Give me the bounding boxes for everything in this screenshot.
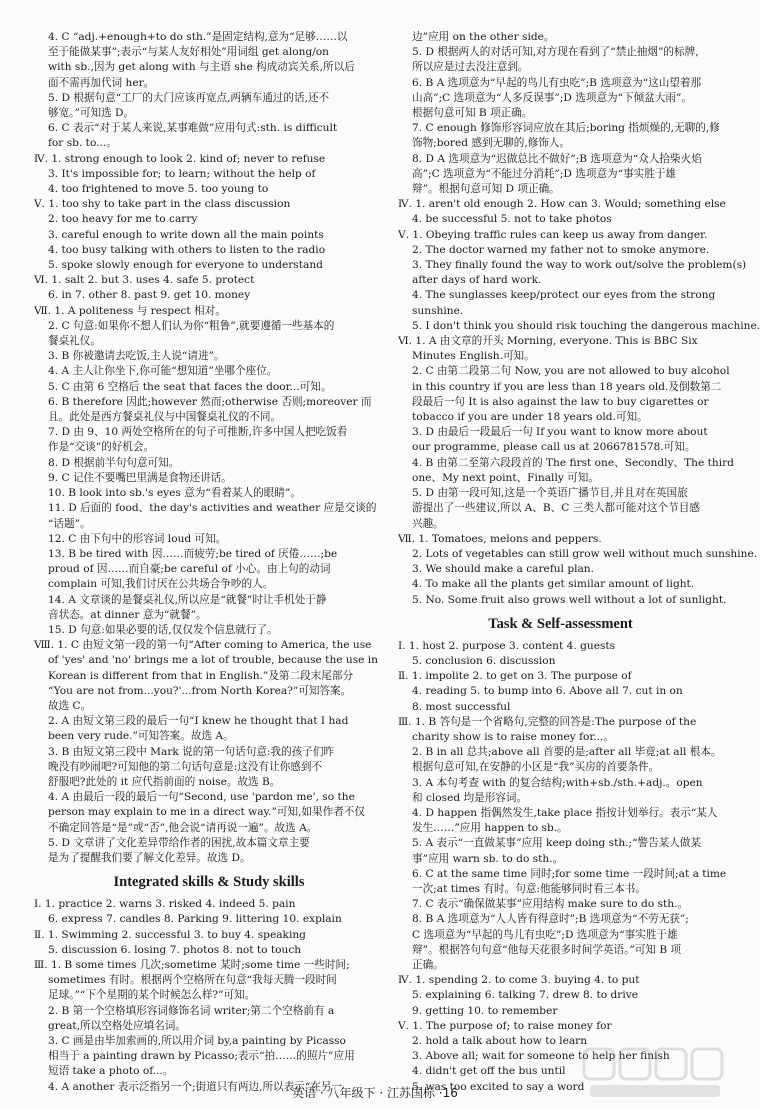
answer-line: 5. I don't think you should risk touching the dangerous machine. [412,319,760,332]
answer-line: Ⅴ. 1. too shy to take part in the class discussion [34,198,291,211]
answer-line: 6. B therefore 因此;however 然而;otherwise 否则;moreover 而 [48,395,372,408]
answer-line: Ⅴ. 1. Obeying traffic rules can keep us away from danger. [398,228,708,241]
answer-line: 所以应是过去没注意到。 [412,61,529,74]
answer-line: 4. didn't get off the bus until [412,1065,566,1078]
answer-line: 7. C 表示“确保做某事”应用结构 make sure to do sth.。 [412,898,689,911]
answer-line: Ⅱ. 1. Swimming 2. successful 3. to buy 4. speaking [34,928,306,941]
answer-line: 9. getting 10. to remember [412,1004,558,1017]
answer-line: 山高”;C 选项意为“人多反误事”;D 选项意为“下倾盆大雨”。 [412,91,693,104]
answer-line: 一次;at times 有时。句意:他能够同时看三本书。 [412,882,646,895]
answer-line: Ⅲ. 1. B 答句是一个省略句,完整的回答是:The purpose of the [398,715,697,728]
answer-line: been very rude.”可知答案。故选 A。 [48,730,234,743]
answer-line: 根据句意可知,在安静的小区是“我”买房的首要条件。 [412,761,660,774]
answer-line: 3. They finally found the way to work out/solve the problem(s) [412,259,747,272]
answer-line: 8. B A 选项意为“人人皆有得意时”;B 选项意为“不劳无获”; [412,913,689,926]
answer-line: 3. We should make a careful plan. [412,563,594,576]
answer-line: Ⅴ. 1. The purpose of; to raise money for [398,1019,612,1032]
section-heading: Task & Self-assessment [488,615,633,632]
answer-line: 晚没有吵闹吧?可知他的第二句话句意是:这没有让你感到不 [48,760,323,773]
left-column [34,30,384,1095]
answer-line: 7. C enough 修饰形容词应放在其后;boring 指烦燥的,无聊的,修 [412,122,720,135]
answer-line: 餐桌礼仪。 [48,335,101,348]
answer-line: “话题”。 [48,517,91,530]
answer-line: proud of 因……而自豪;be careful of 小心。由上句的动词 [48,563,331,576]
answer-line: with sb.,因为 get along with 与主语 she 构成动宾关系,所以后 [48,61,355,74]
page-footer: 英语 · 八年级下 · 江苏国标 ·16 [292,1086,458,1100]
answer-line: charity show is to raise money for...。 [412,730,615,743]
answer-line: Ⅳ. 1. spending 2. to come 3. buying 4. to put [398,974,640,987]
answer-line: 4. C “adj.+enough+to do sth.”是固定结构,意为“足够……以 [48,31,348,43]
answer-line: Ⅲ. 1. B some times 几次;sometime 某时;some time 一些时间; [34,958,350,971]
answer-line: 5. D 根据两人的对话可知,对方现在看到了“禁止抽烟”的标牌, [412,46,699,59]
answer-line: one、My next point、Finally 可知。 [412,471,599,484]
answer-line: 正确。 [412,958,444,971]
answer-line: 根据句意可知 B 项正确。 [412,107,533,120]
answer-line: 13. B be tired with 因……而疲劳;be tired of 厌倦……;be [48,547,338,560]
answer-line: 4. too busy talking with others to listen to the radio [48,243,326,256]
answer-line: Korean is different from that in English.”及第二段末尾部分 [48,669,354,682]
answer-line: Ⅱ. 1. impolite 2. to get on 3. The purpose of [398,670,632,683]
answer-line: 故选 C。 [48,699,92,712]
answer-line: 8. D 根据前半句句意可知。 [48,456,180,469]
answer-line: 饰物;bored 感到无聊的,修饰人。 [412,137,571,150]
answer-line: 3. careful enough to write down all the main points [48,228,324,241]
answer-line: 事”应用 warn sb. to do sth.。 [412,852,564,865]
answer-line: Ⅶ. 1. Tomatoes, melons and peppers. [398,532,602,545]
answer-line: 面不需再加代词 her。 [48,76,155,89]
answer-line: 2. C 由第二段第二句 Now, you are not allowed to buy alcohol [412,365,730,378]
answer-line: 作是“交谈”的好机会。 [48,441,155,454]
answer-line: 5. D 文章讲了文化差异带给作者的困扰,故本篇文章主要 [48,836,310,849]
answer-line: 短语 take a photo of...。 [48,1065,174,1078]
answer-line: 发生……”应用 happen to sb.。 [412,822,568,835]
answer-line: 2. hold a talk about how to learn [412,1035,588,1047]
answer-line: 2. The doctor warned my father not to smoke anymore. [412,243,710,256]
answer-line: 辩”。根据句意可知 D 项正确。 [412,183,560,196]
answer-line: 边”应用 on the other side。 [412,31,555,43]
answer-line: 5. C 由第 6 空格后 the seat that faces the door...可知。 [48,380,332,393]
answer-line: 5. D 根据句意“工厂的大门应该再宽点,两辆车通过的话,还不 [48,91,330,104]
answer-line: 4. too frightened to move 5. too young to [48,183,269,196]
answer-line: 3. B 由短文第三段中 Mark 说的第一句话句意:我的孩子们昨 [48,745,335,758]
answer-line: Ⅵ. 1. A 由文章的开头 Morning, everyone. This is BBC Six [398,335,698,348]
answer-line: 6. in 7. other 8. past 9. get 10. money [48,289,251,302]
answer-line: 9. C 记住不要嘴巴里满是食物还讲话。 [48,471,232,484]
answer-line: 2. Lots of vegetables can still grow well without much sunshine. [412,547,758,560]
answer-line: Ⅰ. 1. practice 2. warns 3. risked 4. indeed 5. pain [34,898,296,911]
answer-line: 3. C 画是由毕加索画的,所以用介词 by,a painting by Picasso [48,1035,346,1047]
answer-line: 3. Above all; wait for someone to help her finish [412,1050,670,1063]
answer-line: 2. B in all 总共;above all 首要的是;after all 毕竟;at all 根本。 [412,746,722,759]
answer-line: 2. C 句意:如果你不想人们认为你“粗鲁”,就要遵循一些基本的 [48,319,335,332]
answer-line: 辩”。根据答句句意“他每天花很多时间学英语。”可知 B 项 [412,943,682,956]
answer-line: Ⅰ. 1. host 2. purpose 3. content 4. guests [398,639,616,652]
answer-line: in this country if you are less than 18 years old.及倒数第二 [412,380,722,393]
answer-line: 5. conclusion 6. discussion [412,654,556,667]
answer-line: 4. be successful 5. not to take photos [412,213,612,226]
answer-line: tobacco if you are under 18 years old.可知。 [412,411,648,424]
answer-line: 5. discussion 6. losing 7. photos 8. not to touch [48,943,302,956]
answer-line: 14. A 文章谈的是餐桌礼仪,所以应是“就餐”时让手机处于静 [48,593,327,606]
answer-line: Ⅳ. 1. aren't old enough 2. How can 3. Would; something else [398,198,726,211]
answer-line: 5. explaining 6. talking 7. drew 8. to drive [412,989,638,1002]
answer-line: complain 可知,我们讨厌在公共场合争吵的人。 [48,578,274,591]
answer-line: 5. No. Some fruit also grows well without a lot of sunlight. [412,593,727,606]
answer-line: 4. To make all the plants get similar amount of light. [412,578,695,591]
answer-line: 和 closed 均是形容词。 [412,791,528,804]
answer-line: Minutes English.可知。 [412,350,535,363]
answer-line: 3. It's impossible for; to learn; without the help of [48,167,316,180]
answer-line: after days of hard work. [412,274,542,287]
answer-line: 至于能做某事”;表示“与某人友好相处”用词组 get along/on [48,46,330,59]
answer-line: 够宽。”可知选 D。 [48,107,135,120]
answer-line: 6. C 表示“对于某人来说,某事难做”应用句式:sth. is difficult [48,122,338,135]
answer-line: 10. B look into sb.'s eyes 意为“看着某人的眼睛”。 [48,487,301,500]
answer-line: 6. B A 选项意为“早起的鸟儿有虫吃”;B 选项意为“这山望着那 [412,76,702,89]
answer-line: Ⅵ. 1. salt 2. but 3. uses 4. safe 5. protect [34,274,255,287]
answer-line: 游提出了一些建议,所以 A、B、C 三类人都可能对这个节目感 [412,502,700,515]
answer-line: 4. D happen 指偶然发生,take place 指按计划举行。表示“某人 [412,806,718,819]
answer-line: great,所以空格处应填名词。 [48,1019,186,1032]
answer-line: 4. A 由最后一段的最后一句“Second, use 'pardon me', so the [48,791,355,804]
answer-line: 不确定回答是“是”或“否”,他会说“请再说一遍”。故选 A。 [48,821,318,834]
answer-line: 高”;C 选项意为“不能过分消耗”;D 选项意为“事实胜于雄 [412,167,677,180]
answer-line: Ⅳ. 1. strong enough to look 2. kind of; never to refuse [34,152,326,165]
answer-line: 足球。”“下个星期的某个时候怎么样?”可知。 [48,989,256,1002]
answer-line: 4. The sunglasses keep/protect our eyes from the strong [412,289,716,302]
answer-line: person may explain to me in a direct way.”可知,如果作者不仅 [48,806,366,819]
answer-line: 8. D A 选项意为“迟做总比不做好”;B 选项意为“众人拾柴火焰 [412,152,702,165]
answer-line: Ⅶ. 1. A politeness 与 respect 相对。 [34,304,226,317]
answer-line: 段最后一句 It is also against the law to buy cigarettes or [412,395,709,408]
answer-line: 3. B 你被邀请去吃饭,主人说“请进”。 [48,350,225,363]
answer-line: sometimes 有时。根据两个空格所在句意“我每天腾一段时间 [48,974,337,987]
answer-line: 4. reading 5. to bump into 6. Above all 7. cut in on [412,685,683,698]
answer-line: 12. C 由下句中的形容词 loud 可知。 [48,532,227,545]
answer-line: Ⅷ. 1. C 由短文第一段的第一句“After coming to America, the use [34,639,372,652]
answer-line: 音状态。at dinner 意为“就餐”。 [48,608,207,621]
answer-line: 5. was too excited to say a word [412,1080,585,1093]
answer-line: 是为了提醒我们要了解文化差异。故选 D。 [48,851,251,864]
answer-line: 4. B 由第二至第六段段首的 The first one、Secondly、The third [412,456,734,469]
answer-line: 8. most successful [412,700,511,713]
answer-line: 5. spoke slowly enough for everyone to understand [48,259,323,272]
answer-line: 2. A 由短文第三段的最后一句“I knew he thought that I had [48,715,349,728]
answer-line: 6. C at the same time 同时;for some time 一段时间;at a time [412,867,727,880]
answer-line: 11. D 后面的 food、the day's activities and weather 应是交谈的 [48,502,377,515]
answer-line: 3. A 本句考查 with 的复合结构;with+sb./sth.+adj.。open [412,776,703,789]
answer-line: for sb. to...。 [48,137,117,150]
answer-line: 15. D 句意:如果必要的话,仅仅发个信息就行了。 [48,623,278,636]
answer-line: 舒服吧?此处的 it 应代指前面的 noise。故选 B。 [48,775,281,788]
answer-line: our programme, please call us at 2066781578.可知。 [412,441,696,454]
watermark-logo-icon [580,1043,730,1101]
answer-line: 相当于 a painting drawn by Picasso;表示“拍……的照片”应用 [48,1050,355,1063]
answer-line: 5. A 表示“一直做某事”应用 keep doing sth.;“警告某人做某 [412,837,702,850]
answer-line: 2. B 第一个空格填形容词修饰名词 writer;第二个空格前有 a [48,1004,335,1017]
answer-line: 4. A 主人让你坐下,你可能“想知道”坐哪个座位。 [48,365,278,378]
answer-line: 7. D 由 9、10 两处空格所在的句子可推断,许多中国人把吃饭看 [48,426,348,439]
right-column [398,30,760,1095]
answer-line: 6. express 7. candles 8. Parking 9. littering 10. explain [48,913,342,926]
answer-line: sunshine. [412,304,464,317]
answer-line: 且。此处是西方餐桌礼仪与中国餐桌礼仪的不同。 [48,411,282,424]
answer-line: 4. A another 表示泛指另一个;街道只有两边,所以表示“在另一 [48,1080,343,1093]
section-heading: Integrated skills & Study skills [113,874,305,891]
answer-line: C 选项意为“早起的鸟儿有虫吃”;D 选项意为“事实胜于雄 [412,928,678,941]
answer-line: 5. D 由第一段可知,这是一个英语广播节目,并且对在英国旅 [412,487,688,500]
answer-line: 3. D 由最后一段最后一句 If you want to know more about [412,426,708,439]
answer-line: of 'yes' and 'no' brings me a lot of trouble, because the use in [48,654,379,667]
answer-line: “You are not from...you?'...from North Korea?”可知答案。 [48,684,352,697]
answer-line: 兴趣。 [412,517,444,530]
answer-line: 2. too heavy for me to carry [48,213,198,226]
